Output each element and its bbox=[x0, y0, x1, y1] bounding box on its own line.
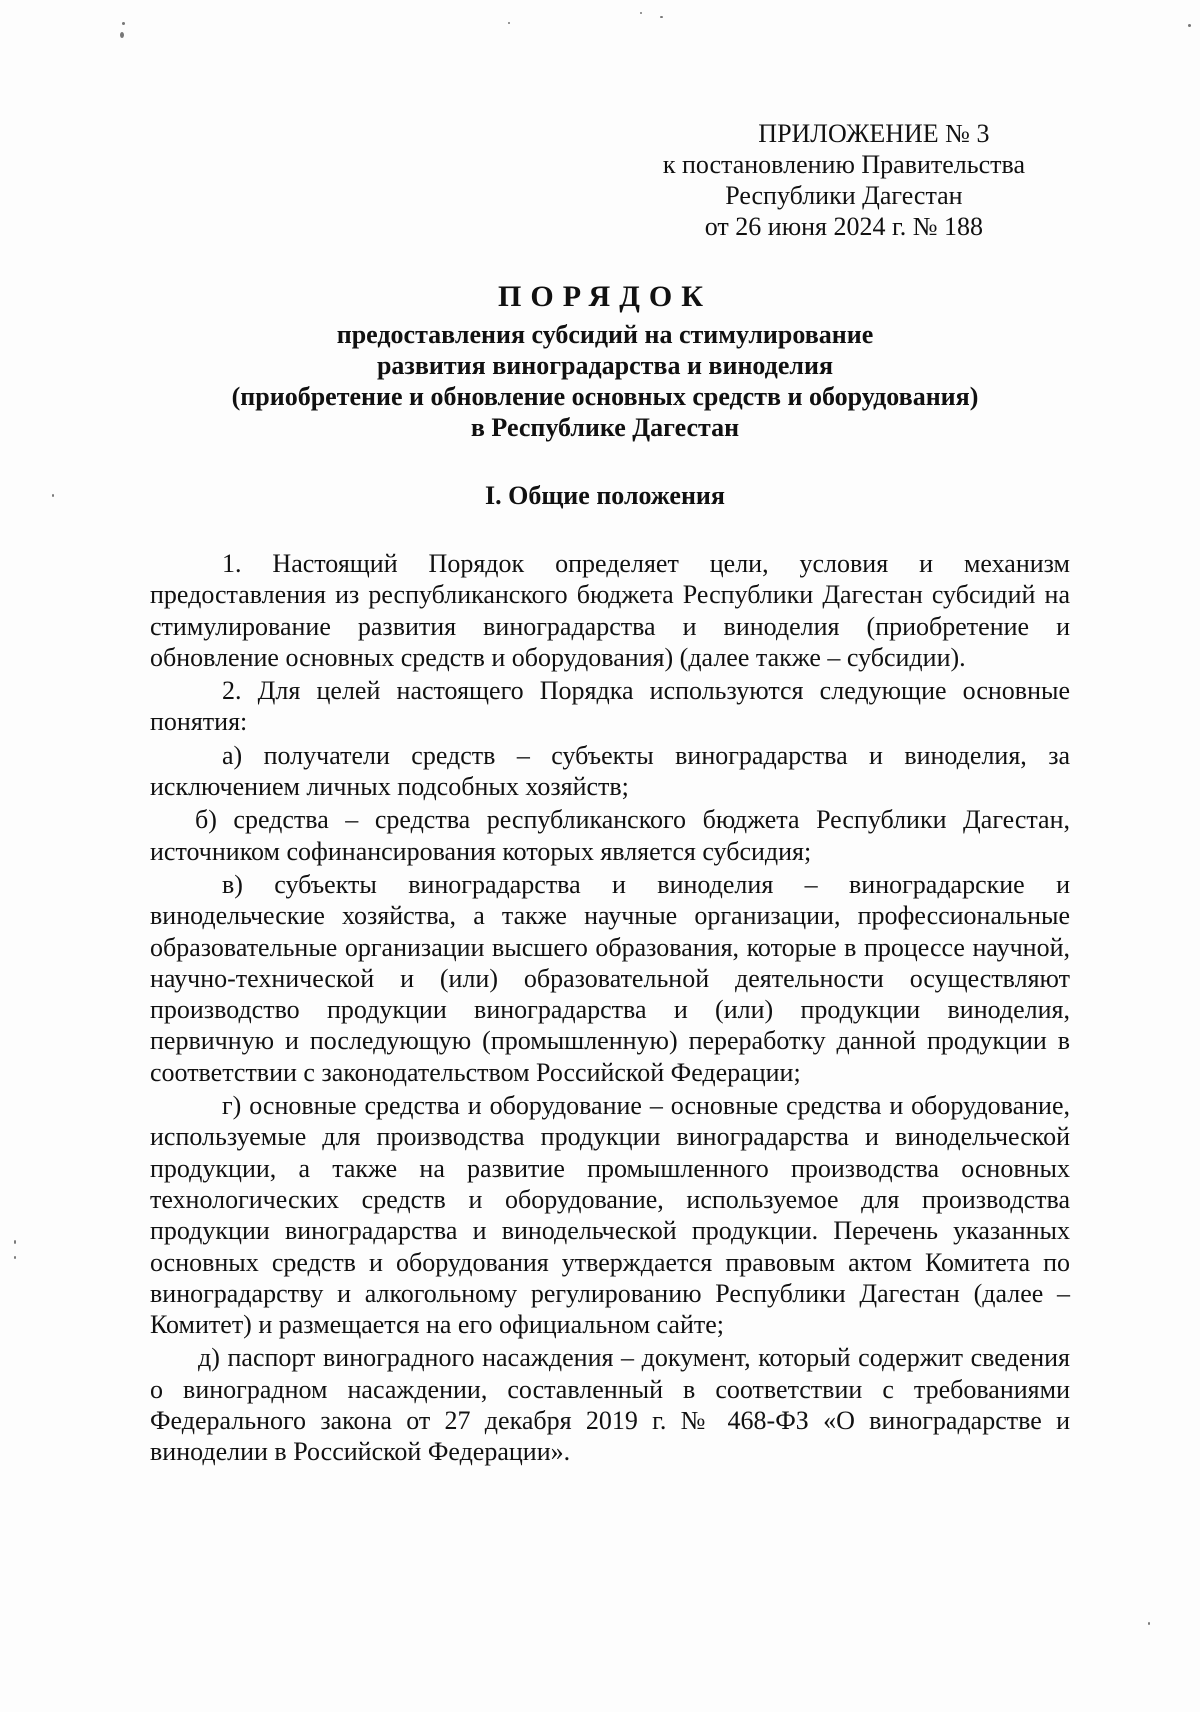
document-title: ПОРЯДОК bbox=[498, 280, 712, 313]
document-title-block bbox=[150, 277, 1060, 443]
scan-speck bbox=[122, 22, 125, 25]
definition-a: а) получатели средств – субъекты виноградарства и виноделия, за исключением личных подсобных хозяйств; bbox=[150, 740, 1070, 802]
body-text bbox=[150, 548, 1070, 1470]
annex-date: от 26 июня 2024 г. № 188 bbox=[704, 212, 984, 241]
definition-v: в) субъекты виноградарства и виноделия – виноградарские и винодельческие хозяйства, а также научные организации, профессиональные образовательные организации высшего образования, которые в процессе научной, научно-технической и (или) образовательной деятельности осуществляют производство продукции виноградарства и (или) продукции виноделия, первичную и последующую (промышленную) переработку данной продукции в соответствии с законодательством Российской Федерации; bbox=[150, 869, 1070, 1087]
scan-speck bbox=[120, 32, 124, 38]
subtitle-line-1: предоставления субсидий на стимулирование bbox=[336, 320, 874, 349]
subtitle-line-2: развития виноградарства и виноделия bbox=[376, 351, 834, 380]
section-heading: I. Общие положения bbox=[485, 481, 725, 510]
annex-reference: к постановлению Правительства bbox=[662, 150, 1025, 179]
subtitle-line-3: (приобретение и обновление основных средств и оборудования) bbox=[231, 382, 979, 411]
scan-speck bbox=[14, 1256, 16, 1259]
document-subtitle bbox=[150, 319, 1060, 443]
definition-g: г) основные средства и оборудование – основные средства и оборудование, используемые для производства продукции виноградарства и винодельческой продукции, а также на развитие промышленного производства основных технологических средств и оборудование, используемое для производства продукции виноградарства и винодельческой продукции. Перечень указанных основных средств и оборудования утверждается правовым актом Комитета по виноградарству и алкогольному регулированию Республики Дагестан (далее – Комитет) и размещается на его официальном сайте; bbox=[150, 1091, 1070, 1340]
paragraph-2: 2. Для целей настоящего Порядка используются следующие основные понятия: bbox=[150, 676, 1070, 737]
subtitle-line-4: в Республике Дагестан bbox=[470, 413, 740, 442]
scan-speck bbox=[640, 12, 642, 14]
paragraph-1: 1. Настоящий Порядок определяет цели, условия и механизм предоставления из республиканского бюджета Республики Дагестан субсидий на стимулирование развития виноградарства и виноделия (приобретение и обновление основных средств и оборудования) (далее также – субсидии). bbox=[150, 549, 1070, 672]
scan-speck bbox=[52, 494, 54, 497]
definition-d: д) паспорт виноградного насаждения – документ, который содержит сведения о виноградном насаждении, составленный в соответствии с требованиями Федерального закона от 27 декабря 2019 г. № 468-ФЗ «О виноградарстве и виноделии в Российской Федерации». bbox=[150, 1343, 1070, 1467]
annex-number: ПРИЛОЖЕНИЕ № 3 bbox=[758, 119, 990, 148]
scan-speck bbox=[508, 22, 510, 24]
annex-authority: Республики Дагестан bbox=[725, 181, 963, 210]
scan-speck bbox=[1148, 1622, 1150, 1625]
scan-speck bbox=[14, 1240, 16, 1244]
scan-speck bbox=[660, 16, 663, 18]
annex-block bbox=[663, 118, 1025, 242]
definition-b: б) средства – средства республиканского бюджета Республики Дагестан, источником софинансирования которых является субсидия; bbox=[150, 805, 1070, 866]
scan-speck bbox=[1188, 24, 1191, 27]
